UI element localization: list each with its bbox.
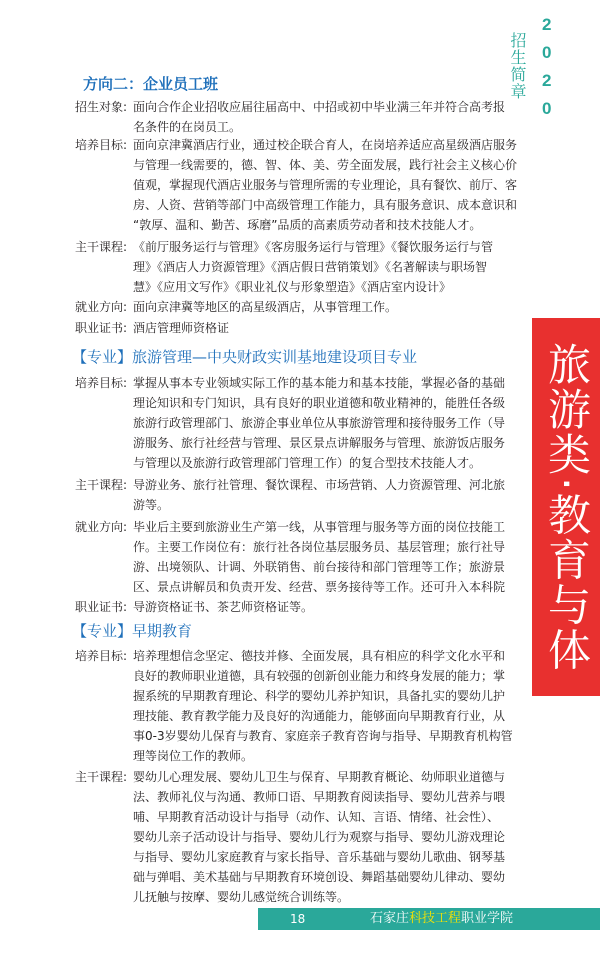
year-digit: 2 [542, 71, 552, 90]
row-value [133, 135, 583, 235]
text-line: 婴幼儿亲子活动设计与指导、婴幼儿行为观察与指导、婴幼儿游戏理论 [133, 830, 506, 844]
text-line: 理技能、教育教学能力及良好的沟通能力，能够面向早期教育行业，从 [133, 709, 506, 723]
text-line: 培养理想信念坚定、德技并修、全面发展，具有相应的科学文化水平和 [133, 649, 506, 663]
text-line: “敦厚、温和、勤苦、琢磨”品质的高素质劳动者和技术技能人才。 [133, 218, 482, 232]
text-line: 良好的教师职业道德，具有较强的创新创业能力和终身发展的能力；掌 [133, 669, 506, 683]
text-line: 理等岗位工作的教师。 [133, 749, 254, 763]
text-line: 面向合作企业招收应届往届高中、中招或初中毕业满三年并符合高考报 [133, 100, 506, 114]
row-label: 培养目标: [75, 138, 128, 152]
text-line: 儿抚触与按摩、婴幼儿感觉统合训练等。 [133, 890, 350, 904]
section-heading-enterprise-class: 方向二：企业员工班 [83, 75, 219, 93]
row-value [133, 97, 583, 137]
brochure-title-vertical: 招生简章 [508, 32, 527, 100]
text-line: 哺、早期教育活动设计与指导（动作、认知、言语、情绪、社会性）、 [133, 810, 500, 824]
text-line: 游等。 [133, 498, 170, 512]
row-label: 主干课程: [75, 770, 128, 784]
text-line: 理论知识和专门知识，具有良好的职业道德和敬业精神的，能胜任各级 [133, 396, 506, 410]
text-line: 毕业后主要到旅游业生产第一线，从事管理与服务等方面的岗位技能工 [133, 520, 506, 534]
text-line: 与管理以及旅游行政管理部门管理工作）的复合型技术技能人才。 [133, 456, 482, 470]
row-value [133, 373, 583, 473]
text-line: 区、景点讲解员和负责开发、经营、票务接待等工作。还可升入本科院 [133, 580, 506, 594]
row-value [133, 318, 583, 338]
school-name-suffix: 职业学院 [461, 911, 514, 926]
text-line: 事0-3岁婴幼儿保育与教育、家庭亲子教育咨询与指导、早期教育机构管 [133, 729, 513, 743]
text-line: 掌握从事本专业领域实际工作的基本能力和基本技能，掌握必备的基础 [133, 376, 506, 390]
row-label: 培养目标: [75, 649, 128, 663]
text-line: 婴幼儿心理发展、婴幼儿卫生与保育、早期教育概论、幼师职业道德与 [133, 770, 506, 784]
text-line: 与指导、婴幼儿家庭教育与家长指导、音乐基础与婴幼儿歌曲、钢琴基 [133, 850, 506, 864]
text-line: 《前厅服务运行与管理》《客房服务运行与管理》《餐饮服务运行与管 [133, 240, 494, 254]
text-line: 握系统的早期教育理论、科学的婴幼儿养护知识，具备扎实的婴幼儿护 [133, 689, 506, 703]
text-line: 名条件的在岗员工。 [133, 120, 242, 134]
school-name [370, 909, 513, 929]
major-title: 旅游管理—中央财政实训基地建设项目专业 [132, 348, 418, 366]
row-value [133, 237, 583, 297]
row-value [133, 475, 583, 515]
text-line: 法、教师礼仪与沟通、教师口语、早期教育阅读指导、婴幼儿营养与喂 [133, 790, 506, 804]
row-value [133, 767, 583, 907]
text-line: 导游资格证书、茶艺师资格证等。 [133, 600, 314, 614]
year-digit: 2 [542, 15, 552, 34]
row-label: 就业方向: [75, 300, 128, 314]
category-side-tab-label: 旅游类·教育与体育类 [473, 341, 591, 673]
text-line: 游、出境领队、计调、外联销售、前台接待和部门管理等工作；旅游景 [133, 560, 506, 574]
row-label: 职业证书: [75, 600, 128, 614]
row-label: 主干课程: [75, 240, 128, 254]
text-line: 础与弹唱、美术基础与早期教育环境创设、舞蹈基础婴幼儿律动、婴幼 [133, 870, 506, 884]
year-digit: 0 [542, 99, 552, 118]
text-line: 游服务、旅行社经营与管理、景区景点讲解服务与管理、旅游饭店服务 [133, 436, 506, 450]
row-value [133, 646, 583, 766]
text-line: 酒店管理师资格证 [133, 321, 230, 335]
text-line: 值观，掌握现代酒店业服务与管理所需的专业理论，具有餐饮、前厅、客 [133, 178, 518, 192]
row-label: 职业证书: [75, 321, 128, 335]
row-value [133, 517, 583, 597]
section-heading-early-education: 【专业】早期教育 [72, 622, 193, 640]
row-value [133, 597, 583, 617]
text-line: 房、人资、营销等部门中高级管理工作能力，具有服务意识、成本意识和 [133, 198, 518, 212]
major-tag: 专业 [87, 348, 118, 366]
row-label: 就业方向: [75, 520, 128, 534]
text-line: 旅游行政管理部门、旅游企事业单位从事旅游管理和接待服务工作（导 [133, 416, 506, 430]
text-line: 理》《酒店人力资源管理》《酒店假日营销策划》《名著解读与职场智 [133, 260, 488, 274]
text-line: 作。主要工作岗位有：旅行社各岗位基层服务员、基层管理；旅行社导 [133, 540, 506, 554]
year-digit: 0 [542, 43, 552, 62]
school-name-highlight: 科技工程 [409, 911, 462, 926]
major-title: 早期教育 [132, 622, 193, 640]
text-line: 面向京津冀等地区的高星级酒店，从事管理工作。 [133, 300, 398, 314]
row-label: 主干课程: [75, 478, 128, 492]
row-label: 培养目标: [75, 376, 128, 390]
text-line: 导游业务、旅行社管理、餐饮课程、市场营销、人力资源管理、河北旅 [133, 478, 506, 492]
major-tag: 专业 [87, 622, 118, 640]
page-number: 18 [290, 912, 306, 926]
row-label: 招生对象: [75, 100, 128, 114]
text-line: 慧》《应用文写作》《职业礼仪与形象塑造》《酒店室内设计》 [133, 280, 452, 294]
text-line: 与管理一线需要的，德、智、体、美、劳全面发展，践行社会主义核心价 [133, 158, 518, 172]
text-line: 面向京津冀酒店行业，通过校企联合育人，在岗培养适应高星级酒店服务 [133, 138, 518, 152]
row-value [133, 297, 583, 317]
school-name-prefix: 石家庄 [370, 911, 410, 926]
section-heading-tourism-management: 【专业】旅游管理—中央财政实训基地建设项目专业 [72, 348, 418, 366]
